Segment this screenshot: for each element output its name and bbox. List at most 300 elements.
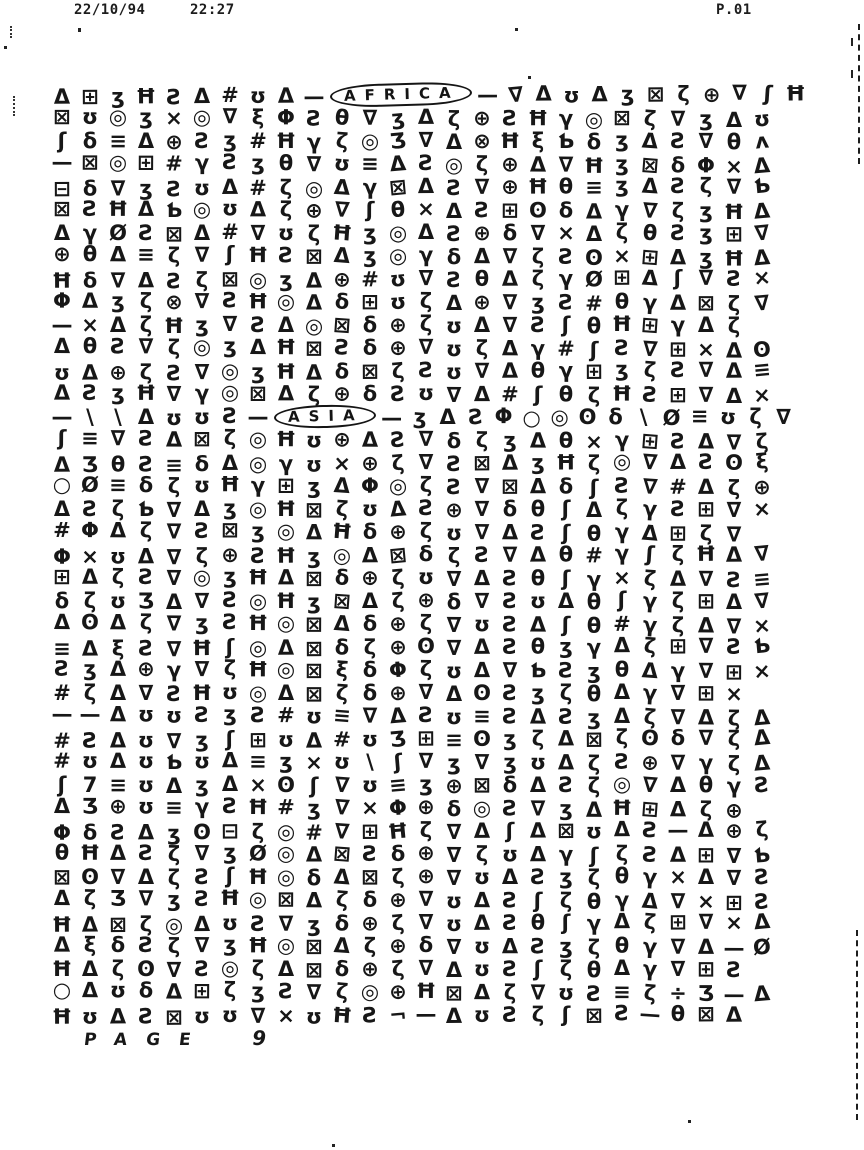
cipher-glyph: ʊ — [445, 359, 463, 384]
cipher-glyph: ʃ — [589, 475, 599, 500]
cipher-glyph: Δ — [473, 658, 491, 683]
cipher-glyph: Δ — [361, 589, 379, 613]
cipher-glyph: γ — [362, 175, 378, 200]
cipher-glyph: ≡ — [388, 772, 408, 798]
cipher-glyph: Δ — [669, 449, 687, 475]
cipher-glyph: Δ — [193, 221, 211, 245]
cipher-glyph: Δ — [333, 610, 352, 637]
cipher-glyph: Δ — [277, 681, 295, 705]
cipher-glyph: # — [249, 129, 267, 153]
cipher-glyph: ζ — [279, 197, 293, 222]
cipher-glyph: ʃ — [644, 541, 656, 567]
cipher-glyph: Δ — [725, 358, 743, 383]
cipher-glyph: ◎ — [387, 220, 409, 246]
cipher-row — [48, 542, 838, 568]
cipher-glyph: ζ — [754, 817, 770, 843]
cipher-glyph: Δ — [81, 978, 99, 1003]
cipher-glyph: θ — [726, 130, 742, 154]
cipher-glyph: Δ — [585, 199, 603, 224]
cipher-glyph: ◎ — [612, 449, 632, 474]
cipher-glyph: — — [415, 1002, 437, 1027]
cipher-glyph: ∇ — [278, 911, 294, 936]
cipher-glyph: ʒ — [559, 796, 573, 821]
cipher-glyph: ζ — [363, 933, 377, 958]
fax-header — [0, 2, 864, 22]
cipher-glyph: Ħ — [611, 795, 633, 820]
cipher-glyph: ζ — [83, 886, 97, 911]
cipher-glyph: ʊ — [221, 1002, 239, 1027]
cipher-glyph: ⊕ — [221, 542, 239, 567]
cipher-glyph: \ — [366, 749, 374, 774]
cipher-glyph: Ƨ — [641, 817, 659, 843]
cipher-glyph: ⊕ — [332, 381, 352, 407]
cipher-glyph: ◎ — [248, 426, 268, 452]
cipher-glyph: ⊕ — [388, 680, 408, 706]
cipher-glyph: ʘ — [640, 725, 660, 751]
cipher-glyph: ζ — [727, 314, 741, 338]
cipher-glyph: Δ — [752, 198, 772, 224]
cipher-glyph: × — [669, 865, 687, 889]
cipher-glyph: × — [697, 889, 715, 914]
cipher-glyph: ∇ — [558, 152, 574, 177]
cipher-glyph: Δ — [417, 220, 435, 244]
cipher-row — [48, 818, 838, 844]
cipher-glyph: Ƨ — [502, 704, 518, 729]
cipher-glyph: ∇ — [474, 750, 490, 775]
cipher-glyph: ⊠ — [613, 105, 631, 130]
cipher-glyph: ζ — [671, 541, 685, 567]
cipher-glyph: ∇ — [446, 613, 462, 638]
cipher-glyph: ∇ — [670, 957, 686, 981]
cipher-glyph: Ƨ — [138, 564, 154, 589]
cipher-glyph: Δ — [613, 909, 631, 934]
cipher-glyph: Δ — [529, 612, 547, 637]
cipher-glyph: ʊ — [221, 196, 239, 221]
cipher-glyph: γ — [670, 313, 686, 337]
cipher-glyph: θ — [614, 657, 630, 682]
cipher-glyph: Ħ — [247, 865, 269, 889]
cipher-glyph: Δ — [529, 474, 547, 499]
cipher-glyph: Ħ — [247, 933, 269, 958]
cipher-glyph: θ — [558, 542, 574, 567]
cipher-row — [48, 198, 838, 224]
cipher-glyph: ʒ — [307, 474, 321, 499]
cipher-glyph: ζ — [167, 335, 181, 360]
cipher-glyph: ζ — [727, 726, 741, 751]
cipher-glyph: Ħ — [527, 106, 549, 131]
cipher-glyph: Δ — [305, 360, 323, 385]
cipher-glyph: Δ — [439, 405, 456, 429]
cipher-glyph: \ — [114, 405, 122, 429]
cipher-glyph: δ — [306, 866, 322, 890]
cipher-glyph: Ħ — [331, 1002, 354, 1029]
cipher-glyph: Δ — [501, 450, 519, 475]
cipher-glyph: # — [332, 726, 352, 752]
cipher-glyph: ∇ — [641, 336, 659, 362]
cipher-glyph: γ — [194, 150, 210, 175]
cipher-glyph: Ħ — [247, 610, 269, 636]
cipher-glyph: θ — [333, 105, 351, 131]
cipher-glyph: # — [585, 543, 603, 568]
cipher-glyph: γ — [166, 658, 182, 683]
cipher-glyph: ʒ — [363, 243, 377, 268]
cipher-glyph: ∇ — [726, 614, 742, 639]
cipher-glyph: ◎ — [192, 565, 212, 590]
cipher-glyph: θ — [530, 497, 546, 521]
cipher-glyph: Δ — [277, 83, 295, 108]
cipher-glyph: ʊ — [473, 957, 491, 981]
cipher-glyph: ∇ — [776, 405, 791, 429]
cipher-glyph: Δ — [585, 222, 603, 246]
cipher-glyph: δ — [446, 590, 462, 614]
cipher-row — [48, 934, 838, 960]
cipher-glyph: Ħ — [583, 153, 605, 178]
fax-date: 22/10/94 — [74, 2, 146, 18]
cipher-glyph: ⊕ — [473, 221, 491, 245]
cipher-glyph: ◎ — [444, 153, 464, 178]
cipher-glyph: Ħ — [247, 242, 269, 268]
cipher-glyph: ∇ — [753, 220, 771, 246]
cipher-glyph: δ — [362, 381, 378, 406]
cipher-glyph: ζ — [615, 496, 629, 520]
cipher-glyph: Ƨ — [194, 702, 210, 727]
cipher-glyph: ∇ — [732, 80, 747, 105]
cipher-glyph: γ — [642, 290, 659, 316]
cipher-glyph: ζ — [390, 358, 406, 384]
cipher-glyph: Δ — [725, 338, 743, 363]
cipher-glyph: Δ — [193, 497, 211, 521]
cipher-row — [48, 634, 838, 660]
cipher-glyph: ∇ — [418, 886, 434, 911]
cipher-glyph: ζ — [475, 428, 489, 453]
cipher-glyph: Ƨ — [82, 497, 98, 521]
cipher-glyph: ʒ — [419, 772, 433, 796]
cipher-glyph: Ƨ — [222, 149, 238, 174]
cipher-glyph: ⊞ — [81, 84, 99, 109]
cipher-glyph: ⊕ — [388, 611, 408, 637]
cipher-glyph: ∇ — [726, 498, 742, 522]
cipher-glyph: ∇ — [250, 221, 266, 245]
cipher-glyph: Δ — [221, 174, 239, 199]
cipher-glyph: — — [638, 1001, 662, 1027]
cipher-glyph: ζ — [390, 910, 406, 936]
cipher-glyph: ʊ — [277, 727, 295, 752]
cipher-glyph: ζ — [699, 797, 713, 822]
cipher-glyph: ʊ — [445, 521, 463, 546]
cipher-glyph: — — [477, 82, 499, 107]
cipher-glyph: Δ — [557, 726, 575, 751]
cipher-glyph: ʊ — [361, 727, 379, 752]
cipher-glyph: Ƨ — [502, 106, 518, 131]
cipher-glyph: ʊ — [445, 659, 463, 684]
cipher-glyph: ʒ — [390, 105, 406, 131]
cipher-glyph: Δ — [473, 634, 491, 659]
cipher-glyph: ʘ — [193, 820, 211, 845]
cipher-glyph: ʊ — [305, 452, 323, 477]
cipher-glyph: ζ — [615, 725, 629, 750]
cipher-glyph: ʒ — [307, 544, 321, 569]
cipher-glyph: Ʒ — [697, 981, 715, 1006]
cipher-glyph: δ — [446, 797, 462, 822]
cipher-glyph: ʒ — [223, 128, 237, 152]
cipher-glyph: × — [752, 496, 772, 522]
cipher-glyph: ∇ — [641, 772, 659, 798]
cipher-glyph: Ƨ — [474, 198, 490, 223]
cipher-glyph: δ — [110, 932, 126, 957]
cipher-glyph: ζ — [419, 288, 433, 313]
cipher-glyph: ∇ — [474, 497, 490, 521]
cipher-glyph: ʃ — [225, 864, 235, 888]
cipher-glyph: ⊟ — [53, 176, 71, 201]
cipher-glyph: ⊠ — [361, 865, 379, 889]
cipher-glyph: δ — [558, 198, 574, 223]
cipher-glyph: δ — [333, 289, 351, 315]
cipher-glyph: ζ — [642, 566, 658, 592]
cipher-glyph: Ħ — [79, 840, 101, 865]
cipher-glyph: ∇ — [502, 658, 518, 683]
cipher-glyph: ζ — [139, 610, 153, 635]
cipher-glyph: — — [51, 313, 73, 337]
cipher-glyph: ʒ — [251, 978, 265, 1004]
cipher-glyph: ⊠ — [473, 450, 491, 475]
cipher-glyph: Ħ — [275, 589, 297, 613]
cipher-glyph: # — [669, 474, 687, 499]
cipher-glyph: ʒ — [251, 518, 265, 544]
cipher-glyph: ⊞ — [669, 909, 687, 935]
cipher-glyph: ʒ — [139, 104, 153, 129]
cipher-glyph: ⊕ — [388, 335, 408, 361]
cipher-glyph: Δ — [641, 265, 659, 291]
cipher-glyph: ζ — [167, 934, 181, 959]
cipher-glyph: Δ — [53, 497, 71, 521]
cipher-glyph: ⊕ — [417, 588, 435, 612]
cipher-glyph: ʒ — [699, 221, 713, 245]
cipher-glyph: γ — [614, 541, 630, 566]
cipher-glyph: Ƨ — [502, 957, 518, 981]
cipher-glyph: Δ — [137, 544, 155, 569]
cipher-glyph: θ — [558, 382, 574, 407]
cipher-glyph: ʊ — [137, 748, 155, 773]
cipher-glyph: ζ — [447, 107, 461, 132]
cipher-glyph: Ƨ — [362, 841, 378, 866]
cipher-glyph: Ƨ — [194, 865, 210, 889]
cipher-glyph: ∇ — [474, 589, 490, 613]
cipher-glyph: Ƨ — [670, 221, 686, 245]
cipher-glyph: Ƨ — [222, 793, 238, 818]
cipher-glyph: ʊ — [388, 266, 408, 292]
cipher-glyph: ⊞ — [669, 521, 687, 546]
cipher-glyph: θ — [530, 634, 546, 659]
cipher-glyph: Ƨ — [194, 518, 210, 543]
cipher-glyph: ∇ — [698, 633, 714, 658]
cipher-glyph: Φ — [277, 105, 295, 130]
cipher-glyph: Δ — [613, 703, 631, 728]
cipher-glyph: Δ — [501, 266, 519, 291]
cipher-glyph: Ƨ — [530, 934, 546, 959]
cipher-glyph: ∇ — [507, 82, 524, 108]
cipher-glyph: ⊠ — [332, 312, 352, 338]
cipher-glyph: ◎ — [304, 314, 324, 338]
footer-word: PAGE — [82, 1030, 211, 1050]
cipher-glyph: θ — [530, 358, 546, 383]
cipher-glyph: ⊠ — [697, 290, 715, 315]
cipher-glyph: Ƨ — [82, 728, 98, 753]
cipher-glyph: Δ — [669, 290, 687, 315]
cipher-glyph: ʒ — [620, 82, 635, 107]
cipher-glyph: Δ — [613, 956, 631, 980]
cipher-glyph: ⊠ — [501, 474, 519, 499]
cipher-glyph: ζ — [727, 751, 741, 777]
cipher-glyph: # — [53, 517, 71, 543]
cipher-glyph: ∇ — [166, 566, 182, 591]
cipher-glyph: ζ — [671, 198, 685, 223]
cipher-row — [48, 910, 838, 936]
cipher-glyph: Ħ — [499, 129, 521, 153]
cipher-glyph: Δ — [473, 818, 491, 843]
cipher-glyph: ◎ — [248, 267, 268, 292]
cipher-glyph: ⊠ — [305, 682, 323, 706]
cipher-glyph: ∇ — [698, 725, 714, 750]
cipher-glyph: Δ — [669, 797, 687, 822]
cipher-glyph: ζ — [419, 656, 433, 681]
cipher-glyph: Δ — [109, 1004, 127, 1029]
cipher-glyph: δ — [362, 611, 378, 636]
cipher-glyph: Ƨ — [418, 358, 434, 383]
cipher-glyph: ∇ — [222, 312, 238, 336]
cipher-glyph: ∇ — [166, 958, 182, 982]
cipher-glyph: ∇ — [418, 426, 434, 451]
cipher-glyph: ⊠ — [305, 566, 323, 591]
cipher-glyph: ʊ — [193, 176, 211, 201]
cipher-glyph: ʃ — [617, 588, 627, 612]
cipher-glyph: ʃ — [762, 81, 773, 106]
cipher-glyph: ζ — [363, 635, 377, 660]
cipher-glyph: Δ — [501, 865, 519, 889]
scan-noise-mark — [858, 24, 860, 164]
cipher-glyph: × — [585, 429, 603, 454]
cipher-glyph: ʘ — [529, 198, 547, 223]
cipher-glyph: ∇ — [166, 545, 182, 570]
cipher-glyph: ≡ — [81, 426, 99, 451]
cipher-glyph: ʊ — [165, 406, 183, 430]
cipher-glyph: ʃ — [225, 241, 235, 266]
cipher-glyph: ʃ — [561, 566, 571, 591]
cipher-glyph: Ħ — [275, 335, 297, 360]
cipher-glyph: δ — [362, 335, 378, 360]
cipher-glyph: γ — [642, 934, 659, 960]
cipher-glyph: ʊ — [529, 589, 547, 613]
cipher-glyph: ⊕ — [305, 198, 323, 223]
cipher-glyph: ◎ — [220, 956, 240, 980]
cipher-row — [48, 474, 838, 500]
cipher-glyph: ʒ — [223, 932, 237, 957]
cipher-glyph: ◎ — [550, 405, 569, 429]
cipher-glyph: Δ — [585, 797, 603, 822]
cipher-glyph: ⊕ — [725, 798, 743, 823]
cipher-glyph: ⊠ — [305, 612, 323, 637]
cipher-glyph: Ƨ — [82, 380, 98, 405]
cipher-glyph: Δ — [417, 174, 435, 199]
cipher-glyph: ⊞ — [725, 659, 743, 685]
cipher-glyph: Ħ — [275, 129, 297, 153]
cipher-glyph: γ — [670, 658, 686, 683]
cipher-glyph: ʒ — [559, 865, 573, 889]
scan-noise-mark — [332, 1144, 335, 1147]
cipher-glyph: Δ — [473, 980, 491, 1005]
cipher-glyph: × — [613, 243, 631, 268]
cipher-row — [48, 842, 838, 868]
cipher-glyph: ⊠ — [109, 912, 127, 937]
cipher-glyph: ○ — [52, 977, 72, 1003]
cipher-glyph: δ — [362, 313, 378, 337]
cipher-glyph: ζ — [139, 288, 153, 313]
cipher-glyph: — — [303, 84, 325, 109]
cipher-glyph: Δ — [445, 682, 463, 706]
cipher-glyph: ≡ — [690, 404, 709, 428]
cipher-glyph: ⊞ — [640, 244, 660, 270]
cipher-glyph: Ħ — [275, 427, 297, 452]
cipher-glyph: ζ — [334, 680, 350, 706]
cipher-glyph: ⊠ — [388, 542, 408, 568]
cipher-glyph: Ƨ — [614, 749, 630, 774]
cipher-glyph: Ƨ — [474, 542, 490, 567]
cipher-row — [48, 82, 838, 108]
cipher-glyph: Δ — [305, 268, 323, 293]
cipher-glyph: ∇ — [446, 843, 462, 868]
cipher-glyph: ζ — [671, 589, 685, 613]
cipher-glyph: ∇ — [474, 474, 490, 499]
cipher-glyph: ⊕ — [473, 106, 491, 131]
scan-noise-mark — [528, 76, 531, 79]
cipher-glyph: # — [53, 681, 71, 705]
cipher-glyph: ζ — [419, 518, 433, 543]
cipher-glyph: ʒ — [111, 380, 125, 405]
cipher-glyph: ʒ — [167, 821, 181, 846]
cipher-glyph: ∇ — [698, 566, 714, 591]
cipher-glyph: Ħ — [51, 1004, 73, 1029]
cipher-glyph: Ƨ — [726, 958, 742, 982]
cipher-glyph: ʘ — [137, 957, 155, 981]
cipher-glyph: × — [417, 196, 435, 221]
cipher-glyph: Ƨ — [502, 566, 518, 591]
cipher-glyph: Φ — [53, 544, 71, 569]
cipher-glyph: ⊞ — [669, 337, 687, 362]
scan-noise-mark — [4, 46, 7, 49]
cipher-glyph: Ƨ — [306, 106, 322, 131]
cipher-glyph: ⊕ — [640, 750, 660, 776]
cipher-glyph: ζ — [754, 429, 770, 455]
cipher-glyph: ζ — [307, 382, 321, 407]
cipher-glyph: ζ — [447, 543, 461, 568]
cipher-glyph: ζ — [727, 291, 741, 317]
cipher-glyph: Ƨ — [753, 772, 771, 798]
cipher-glyph: δ — [362, 887, 378, 912]
cipher-glyph: Δ — [591, 82, 608, 107]
cipher-glyph: ∇ — [698, 357, 714, 382]
cipher-glyph: ∇ — [474, 358, 490, 383]
cipher-glyph: ◎ — [248, 497, 268, 521]
cipher-glyph: × — [332, 450, 352, 476]
cipher-glyph: × — [752, 612, 772, 639]
cipher-glyph: # — [501, 382, 519, 407]
cipher-glyph: Φ — [81, 518, 99, 543]
cipher-glyph: ʊ — [193, 1004, 211, 1029]
cipher-glyph: θ — [614, 933, 630, 958]
cipher-glyph: Ƨ — [362, 1003, 378, 1028]
cipher-glyph: ◎ — [164, 913, 184, 938]
cipher-glyph: ʒ — [307, 590, 321, 614]
cipher-glyph: Ƨ — [446, 222, 462, 246]
